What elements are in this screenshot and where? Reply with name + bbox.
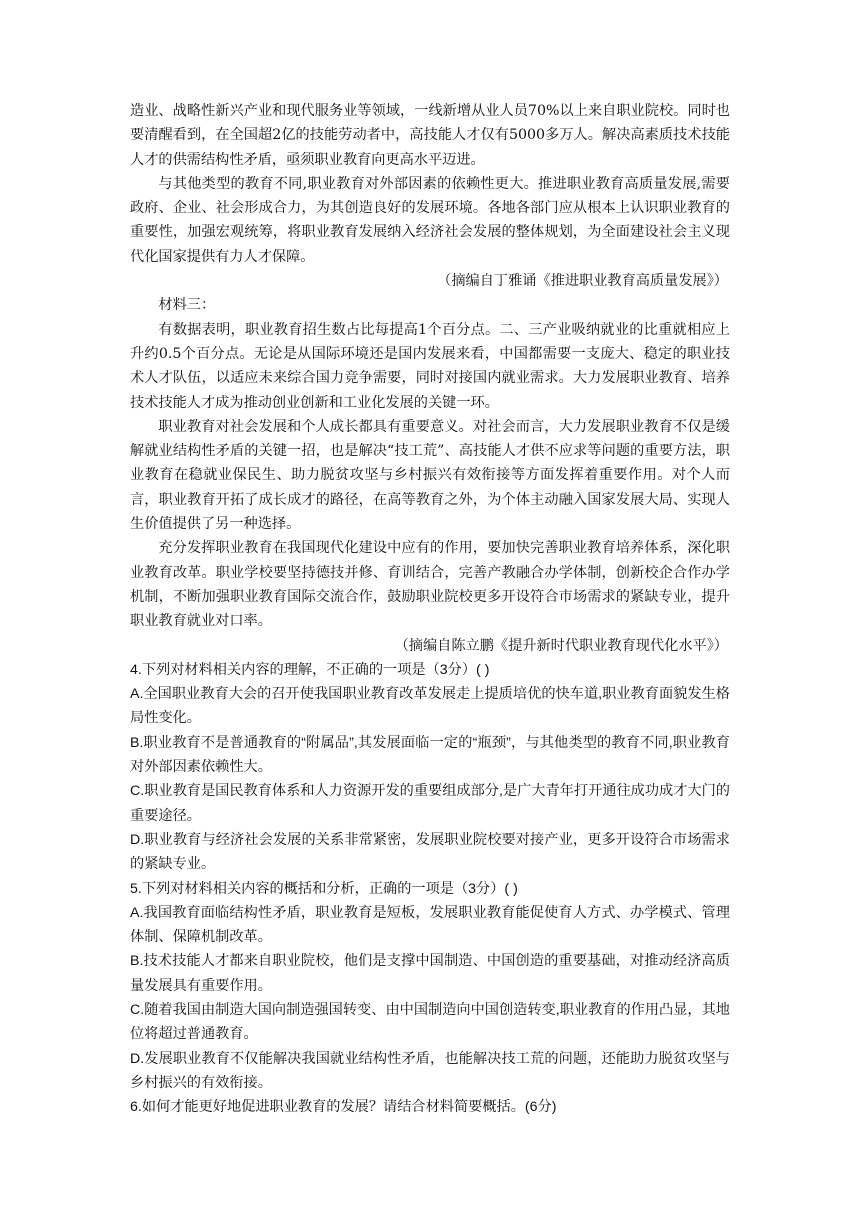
- document-body: [130, 99, 730, 1119]
- material3-source: （摘编自陈立鹏《提升新时代职业教育现代化水平》）: [394, 637, 728, 654]
- question-4-stem: 4.下列对材料相关内容的理解，不正确的一项是（3分）( ): [130, 661, 490, 678]
- question-4-option-c: C.职业教育是国民教育体系和人力资源开发的重要组成部分,是广大青年打开通往成功成才大门的重要途径。: [130, 783, 730, 824]
- material3-label: 材料三：: [158, 297, 216, 314]
- material3-paragraph-3: 充分发挥职业教育在我国现代化建设中应有的作用，要加快完善职业教育培养体系，深化职业教育改革。职业学校要坚持德技并修、育训结合，完善产教融合办学体制，创新校企合作办学机制，不断加强职业教育国际交流合作，鼓励职业院校更多开设符合市场需求的紧缺专业，提升职业教育就业对口率。: [130, 540, 730, 630]
- question-6-stem: 6.如何才能更好地促进职业教育的发展？请结合材料简要概括。(6分): [130, 1099, 557, 1116]
- question-5-option-c: C.随着我国由制造大国向制造强国转变、由中国制造向中国创造转变,职业教育的作用凸显，其地位将超过普通教育。: [130, 1001, 730, 1043]
- question-5-option-d: D.发展职业教育不仅能解决我国就业结构性矛盾，也能解决技工荒的问题，还能助力脱贫攻坚与乡村振兴的有效衔接。: [130, 1050, 730, 1091]
- question-4-option-d: D.职业教育与经济社会发展的关系非常紧密，发展职业院校要对接产业，更多开设符合市场需求的紧缺专业。: [130, 831, 730, 873]
- material3-paragraph-1: 有数据表明，职业教育招生数占比每提高1个百分点。二、三产业吸纳就业的比重就相应上升约0.5个百分点。无论是从国际环境还是国内发展来看，中国都需要一支庞大、稳定的职业技术人才队伍，以适应未来综合国力竞争需要，同时对接国内就业需求。大力发展职业教育、培养技术技能人才成为推动创业创新和工业化发展的关键一环。: [130, 321, 730, 411]
- question-5-option-b: B.技术技能人才都来自职业院校，他们是支撑中国制造、中国创造的重要基础，对推动经济高质量发展具有重要作用。: [130, 953, 730, 994]
- material3-paragraph-2: 职业教育对社会发展和个人成长都具有重要意义。对社会而言，大力发展职业教育不仅是缓解就业结构性矛盾的关键一招，也是解决“技工荒”、高技能人才供不应求等问题的重要方法，职业教育在稳就业保民生、助力脱贫攻坚与乡村振兴有效衔接等方面发挥着重要作用。对个人而言，职业教育开拓了成长成才的路径，在高等教育之外，为个体主动融入国家发展大局、实现人生价值提供了另一种选择。: [130, 418, 730, 533]
- question-5-stem: 5.下列对材料相关内容的概括和分析，正确的一项是（3分）( ): [130, 880, 518, 897]
- material2-source: （摘编自丁雅诵《推进职业教育高质量发展》）: [437, 273, 728, 290]
- material2-paragraph-2: 与其他类型的教育不同,职业教育对外部因素的依赖性更大。推进职业教育高质量发展,需要政府、企业、社会形成合力，为其创造良好的发展环境。各地各部门应从根本上认识职业教育的重要性，加强宏观统筹，将职业教育发展纳入经济社会发展的整体规划，为全面建设社会主义现代化国家提供有力人才保障。: [130, 175, 730, 265]
- material2-paragraph-1: 造业、战略性新兴产业和现代服务业等领域，一线新增从业人员70%以上来自职业院校。同时也要清醒看到，在全国超2亿的技能劳动者中，高技能人才仅有5000多万人。解决高素质技术技能人才的供需结构性矛盾，亟须职业教育向更高水平迈进。: [130, 103, 730, 168]
- question-4-option-a: A.全国职业教育大会的召开使我国职业教育改革发展走上提质培优的快车道,职业教育面貌发生格局性变化。: [130, 686, 730, 727]
- question-4-option-b: B.职业教育不是普通教育的“附属品”,其发展面临一定的“瓶颈”，与其他类型的教育不同,职业教育对外部因素依赖性大。: [130, 734, 730, 776]
- question-5-option-a: A.我国教育面临结构性矛盾，职业教育是短板，发展职业教育能促使育人方式、办学模式、管理体制、保障机制改革。: [130, 904, 730, 946]
